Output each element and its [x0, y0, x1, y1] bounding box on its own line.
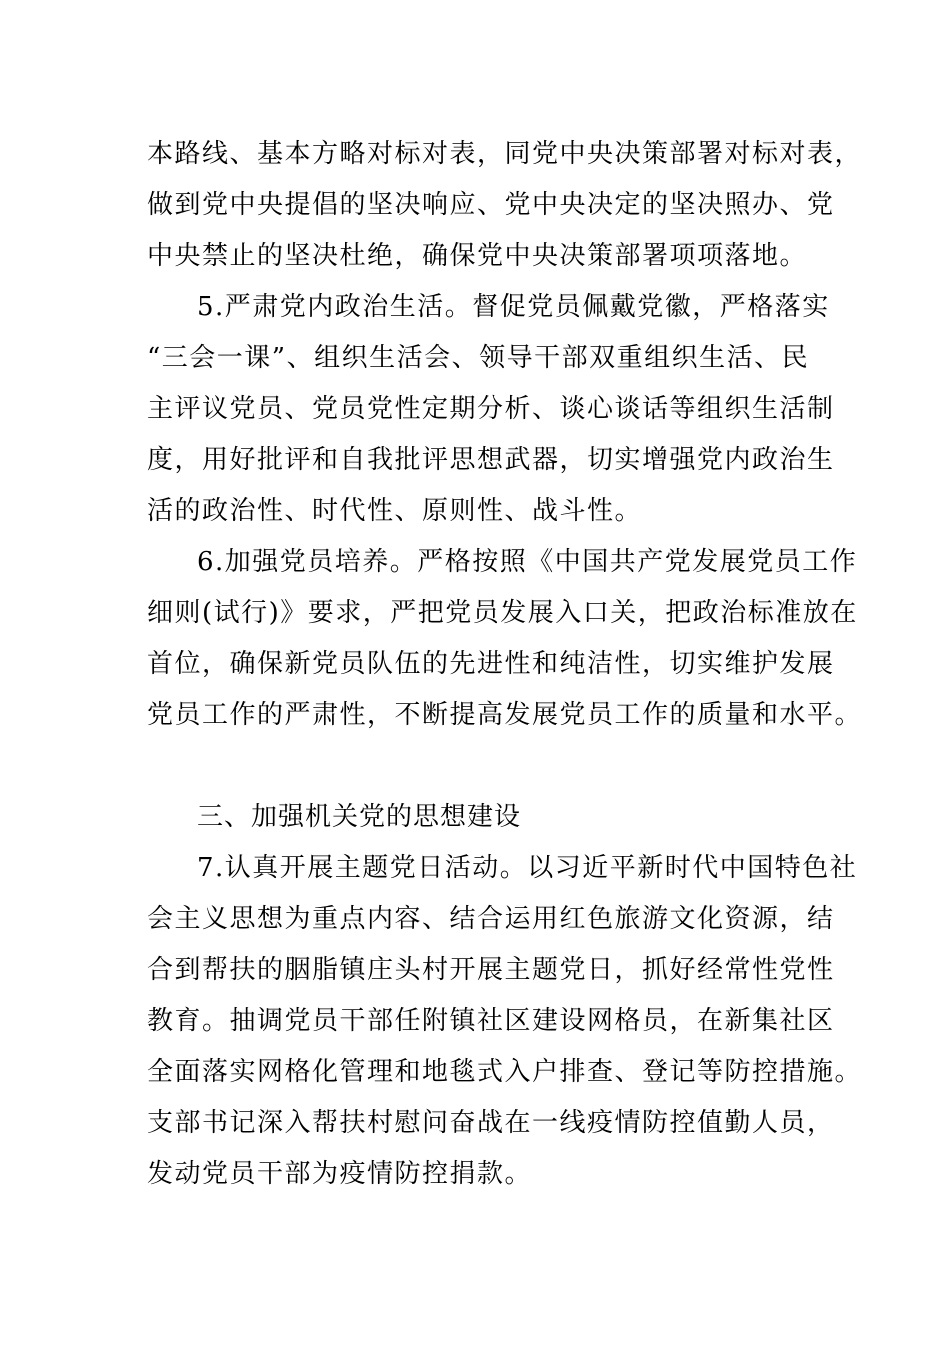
body-text-line: 做到党中央提倡的坚决响应、党中央决定的坚决照办、党	[147, 190, 835, 220]
body-text-line: 全面落实网格化管理和地毯式入户排查、登记等防控措施。	[147, 1057, 863, 1087]
body-text-line: 度，用好批评和自我批评思想武器，切实增强党内政治生	[147, 445, 835, 475]
body-text-line: 支部书记深入帮扶村慰问奋战在一线疫情防控值勤人员，	[147, 1108, 835, 1138]
body-text-line: 首位，确保新党员队伍的先进性和纯洁性，切实维护发展	[147, 649, 835, 679]
body-text-line: 活的政治性、时代性、原则性、战斗性。	[147, 496, 643, 526]
body-text-line: 细则(试行)》要求，严把党员发展入口关，把政治标准放在	[147, 598, 858, 628]
body-text-line: 中央禁止的坚决杜绝，确保党中央决策部署项项落地。	[147, 241, 808, 271]
body-text-line: 发动党员干部为疫情防控捐款。	[147, 1159, 533, 1189]
body-text-line: 党员工作的严肃性，不断提高发展党员工作的质量和水平。	[147, 700, 863, 730]
body-text-line: 合到帮扶的胭脂镇庄头村开展主题党日，抓好经常性党性	[147, 955, 835, 985]
body-text-line: “三会一课”、组织生活会、领导干部双重组织生活、民	[147, 343, 810, 373]
section-heading: 三、加强机关党的思想建设	[197, 802, 522, 832]
body-text-line: 会主义思想为重点内容、结合运用红色旅游文化资源，结	[147, 904, 835, 934]
paragraph-5-first-line: 5.严肃党内政治生活。督促党员佩戴党徽，严格落实	[197, 292, 830, 322]
body-text-line: 本路线、基本方略对标对表，同党中央决策部署对标对表，	[147, 139, 863, 169]
body-text-line: 教育。抽调党员干部任附镇社区建设网格员，在新集社区	[147, 1006, 835, 1036]
paragraph-7-first-line: 7.认真开展主题党日活动。以习近平新时代中国特色社	[197, 853, 858, 883]
paragraph-6-first-line: 6.加强党员培养。严格按照《中国共产党发展党员工作	[197, 547, 858, 577]
body-text-line: 主评议党员、党员党性定期分析、谈心谈话等组织生活制	[147, 394, 835, 424]
